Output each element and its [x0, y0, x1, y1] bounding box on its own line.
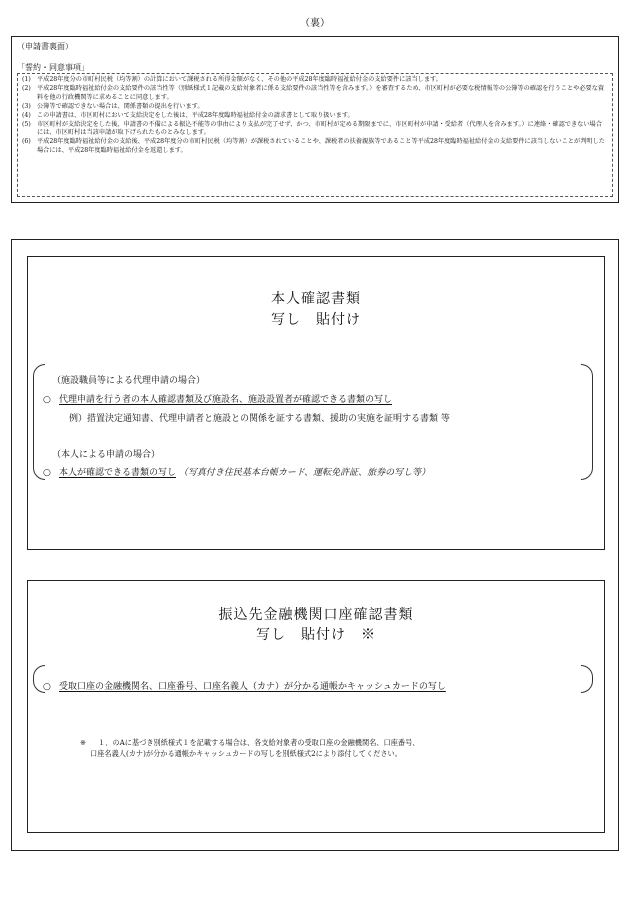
bank-documents-box [27, 580, 605, 833]
pledge-item [22, 121, 608, 139]
id-docs-title: 本人確認書類 [271, 291, 361, 307]
proxy-item [43, 392, 392, 405]
section-label: （申請書裏面） [17, 42, 73, 51]
footnote-line-1: １．のAに基づき別紙様式１を記載する場合は、各支給対象者の受取口座の金融機関名、口座番号、 [98, 738, 420, 747]
pledge-item-number: (3) [22, 102, 31, 110]
bullet-circle: ○ [43, 682, 51, 692]
bank-docs-subtitle: 写し 貼付け ※ [256, 627, 376, 643]
self-item-note: （写真付き住民基本台帳カード、運転免許証、旅券の写し等） [178, 468, 431, 478]
pledge-item-text: 公簿等で確認できない場合は、関係書類の提出を行います。 [37, 102, 204, 110]
page-side-label: （裏） [300, 18, 330, 29]
pledge-item [22, 76, 608, 85]
pledge-item-text: この申請書は、市区町村において支給決定をした後は、平成28年度臨時福祉給付金の請求書として取り扱います。 [37, 111, 354, 119]
pledge-item-number: (2) [22, 84, 31, 92]
bank-item [43, 679, 446, 692]
footnote-mark: ※ [80, 738, 87, 747]
proxy-example: 例）措置決定通知書、代理申請者と施設との関係を証する書類、援助の実施を証明する書類 等 [69, 414, 450, 424]
pledge-item-number: (4) [22, 111, 31, 119]
footnote-line-2: 口座名義人(カナ)が分かる通帳かキャッシュカードの写しを別紙様式2により添付してください。 [90, 749, 402, 758]
right-bracket [581, 665, 593, 693]
left-bracket [33, 364, 45, 480]
self-item [43, 465, 430, 478]
id-docs-subtitle: 写し 貼付け [271, 312, 361, 328]
pledge-section [11, 36, 619, 203]
proxy-item-text: 代理申請を行う者の本人確認書類及び施設名、施設設置者が確認できる書類の写し [59, 395, 393, 405]
bullet-circle: ○ [43, 395, 51, 405]
pledge-item-text: 平成28年度分の市町村民税（均等割）の計算において課税される所得金額がなく、その他の平成28年度臨時福祉給付金の支給要件に該当します。 [37, 76, 442, 83]
pledge-item [22, 138, 608, 156]
pledge-items-box [17, 73, 613, 197]
pledge-item [22, 85, 608, 103]
id-documents-box [27, 256, 605, 550]
self-item-text: 本人が確認できる書類の写し [59, 468, 177, 478]
proxy-heading: （施設職員等による代理申請の場合） [52, 376, 206, 386]
pledge-heading: 「誓約・同意事項」 [17, 63, 89, 72]
pledge-item-number: (5) [22, 120, 31, 128]
pledge-item-number: (1) [22, 76, 31, 83]
self-heading: （本人による申請の場合） [52, 450, 161, 460]
pledge-item-number: (6) [22, 138, 31, 146]
pledge-item-text: 平成28年度臨時福祉給付金の支給要件の該当性等（別紙様式１記載の支給対象者に係る支給要件の該当性等を含みます。）を審査するため、市区町村が必要な税情報等の公簿等の確認を行うことや必要な資料を他の行政機関等に求めることに同意します。 [37, 84, 605, 101]
pledge-item [22, 103, 608, 112]
bank-docs-title: 振込先金融機関口座確認書類 [218, 607, 414, 623]
right-bracket [581, 364, 593, 480]
bank-item-text: 受取口座の金融機関名、口座番号、口座名義人（カナ）が分かる通帳かキャッシュカードの写し [59, 682, 446, 692]
pledge-item-text: 平成28年度臨時福祉給付金の支給後、平成28年度分の市町村民税（均等割）が課税されていることや、課税者の扶養親族等であること等平成28年度臨時福祉給付金の支給要件に該当しないことが判明した場合には、平成28年度臨時福祉給付金を返還します。 [37, 138, 605, 155]
pledge-item [22, 112, 608, 121]
pledge-item-text: 市区町村が支給決定をした後、申請書の不備による振込不能等の事由により支払が完了せず、かつ、市町村が定める期限までに、市区町村が申請・受給者（代理人を含みます。）に連絡・確認できない場合には、市区町村は当該申請が取下げられたものとみなします。 [37, 120, 602, 137]
bullet-circle: ○ [43, 468, 51, 478]
